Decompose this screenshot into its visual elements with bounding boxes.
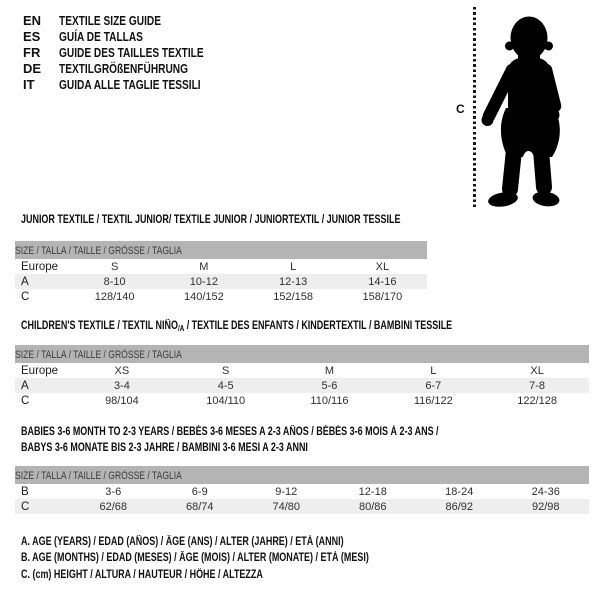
size-cell: L	[290, 260, 297, 273]
table-row-c	[15, 499, 589, 514]
language-row-it	[23, 76, 244, 92]
size-cell: L	[430, 364, 437, 377]
size-cell: M	[324, 364, 335, 377]
junior-size-table	[15, 241, 427, 304]
language-title-list	[23, 13, 244, 92]
language-row-en	[23, 13, 244, 29]
size-cell: 6-9	[191, 485, 208, 498]
row-label: C	[21, 290, 30, 303]
row-label: Europe	[21, 364, 59, 377]
size-cell: 5-6	[278, 378, 382, 393]
table-row-europe	[15, 259, 427, 274]
size-cell: XS	[114, 364, 130, 377]
size-cell: 62/68	[70, 499, 157, 514]
children-size-table	[15, 345, 589, 408]
size-cell: 140/152	[183, 290, 224, 303]
footnotes	[21, 536, 467, 585]
children-table-title: CHILDREN'S TEXTILE / TEXTIL NIÑO/A / TEXTILE DES ENFANTS / KINDERTEXTIL / BAMBINI TESSILE	[21, 320, 453, 333]
size-cell: 8-10	[70, 274, 159, 289]
footnote-line: C. (cm) HEIGHT / ALTURA / HAUTEUR / HÖHE / ALTEZZA	[21, 568, 263, 581]
size-header-label: SIZE / TALLA / TAILLE / GRÖSSE / TAGLIA	[15, 245, 182, 257]
size-cell: S	[110, 260, 119, 273]
size-cell: 86/92	[416, 499, 503, 514]
size-cell: 110/116	[310, 394, 349, 407]
size-cell: 3-6	[105, 485, 122, 498]
size-cell: 10-12	[159, 274, 248, 289]
figure-height-label: C	[456, 102, 465, 116]
size-cell: M	[199, 260, 209, 273]
language-row-de	[23, 60, 244, 76]
table-row-europe	[15, 363, 589, 378]
size-cell: 14-16	[338, 274, 427, 289]
language-row-es	[23, 29, 244, 45]
footnote-line: B. AGE (MONTHS) / EDAD (MESES) / ÂGE (MOIS) / ALTER (MONATE) / ETÀ (MESI)	[21, 552, 369, 565]
size-cell: 4-5	[174, 378, 278, 393]
size-cell: 128/140	[94, 290, 135, 303]
table-row-b	[15, 484, 589, 499]
size-header-row	[15, 345, 589, 363]
language-label: TEXTILGRÖßENFÜHRUNG	[59, 60, 189, 76]
size-cell: 74/80	[243, 499, 330, 514]
language-label: TEXTILE SIZE GUIDE	[59, 13, 161, 29]
size-cell: 152/158	[273, 290, 313, 303]
language-code: DE	[23, 60, 42, 76]
size-cell: XL	[375, 260, 390, 273]
language-label: GUÍA DE TALLAS	[59, 29, 143, 45]
size-cell: 12-18	[358, 485, 387, 498]
size-cell: 122/128	[517, 394, 557, 407]
table-row-a	[15, 378, 589, 393]
size-cell: XL	[530, 364, 544, 377]
language-row-fr	[23, 45, 244, 61]
size-header-label: SIZE / TALLA / TAILLE / GRÖSSE / TAGLIA	[15, 470, 182, 482]
size-cell: 104/110	[206, 394, 246, 407]
size-cell: 68/74	[157, 499, 244, 514]
size-cell: 18-24	[445, 485, 474, 498]
size-header-row	[15, 466, 589, 484]
size-header-label: SIZE / TALLA / TAILLE / GRÖSSE / TAGLIA	[15, 349, 182, 361]
size-cell: 6-7	[381, 378, 485, 393]
size-cell: 80/86	[330, 499, 417, 514]
babies-table-title: BABIES 3-6 MONTH TO 2-3 YEARS / BEBÉS 3-6 MESES A 2-3 AÑOS / BÉBÉS 3-6 MOIS À 2-3 ANS / BABYS 3-6 MONATE BIS 2-3 JAHRE / BAMBINI 3-6 MESI A 2-3 ANNI	[21, 426, 439, 454]
size-cell: 116/122	[413, 394, 453, 407]
language-code: IT	[23, 76, 35, 92]
row-label: A	[15, 274, 70, 289]
size-cell: 24-36	[531, 485, 560, 498]
table-row-c	[15, 393, 589, 408]
language-label: GUIDE DES TAILLES TEXTILE	[59, 44, 204, 60]
footnote-line: A. AGE (YEARS) / EDAD (AÑOS) / ÂGE (ANS) / ALTER (JAHRE) / ETÀ (ANNI)	[21, 536, 344, 548]
size-cell: 12-13	[249, 274, 338, 289]
junior-table-title: JUNIOR TEXTILE / TEXTIL JUNIOR/ TEXTILE JUNIOR / JUNIORTEXTIL / JUNIOR TESSILE	[21, 214, 401, 226]
language-code: FR	[23, 44, 41, 60]
size-cell: 158/170	[362, 290, 403, 303]
row-label: Europe	[21, 260, 59, 273]
row-label: C	[21, 394, 30, 407]
title-subscript: /A	[177, 324, 185, 333]
height-dashed-line	[473, 7, 476, 209]
table-row-c	[15, 289, 427, 304]
language-code: ES	[23, 29, 41, 45]
size-cell: 3-4	[70, 378, 174, 393]
row-label: A	[15, 378, 70, 393]
baby-silhouette-icon	[480, 8, 572, 208]
table-row-a	[15, 274, 427, 289]
size-cell: 9-12	[275, 485, 298, 498]
size-cell: 92/98	[503, 499, 590, 514]
row-label: C	[15, 499, 70, 514]
size-cell: 98/104	[105, 394, 139, 407]
size-cell: 7-8	[485, 378, 589, 393]
language-label: GUIDA ALLE TAGLIE TESSILI	[59, 76, 201, 92]
language-code: EN	[23, 13, 42, 29]
babies-size-table	[15, 466, 589, 514]
row-label: B	[21, 485, 29, 498]
size-header-row	[15, 241, 427, 259]
size-cell: S	[222, 364, 230, 377]
